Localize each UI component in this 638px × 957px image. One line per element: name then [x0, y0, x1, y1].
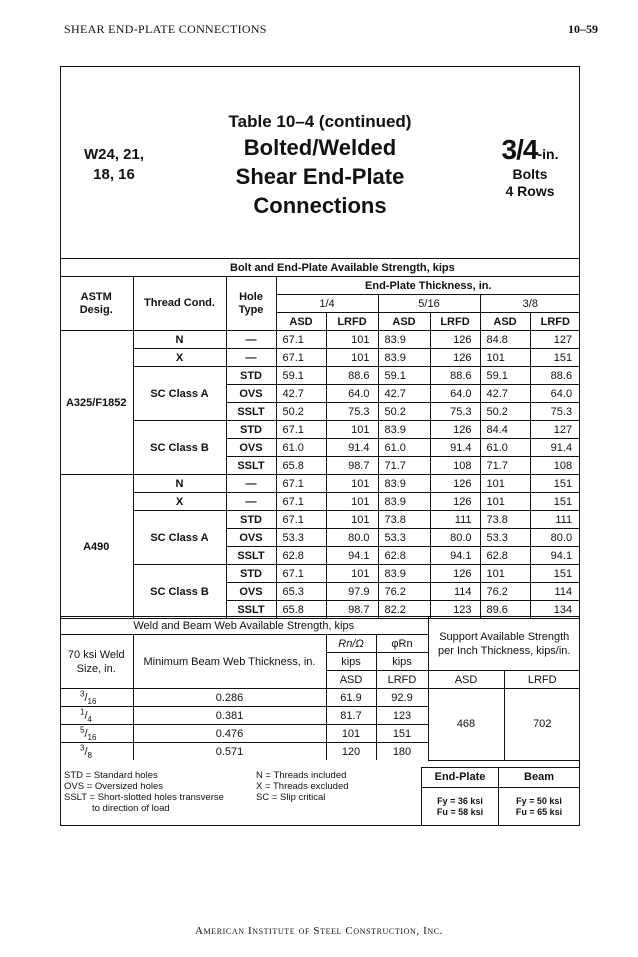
thickness-3: 3/8	[480, 295, 580, 313]
support-lrfd-value: 702	[504, 689, 580, 761]
running-header: SHEAR END-PLATE CONNECTIONS	[64, 22, 267, 36]
lrfd-value: 101	[326, 565, 378, 583]
asd-value: 59.1	[480, 367, 530, 385]
asd-value: 61.0	[378, 439, 430, 457]
weld-asd-value: 120	[326, 743, 376, 761]
bolt-size	[490, 134, 570, 166]
lrfd-value: 101	[326, 511, 378, 529]
weld-asd-value: 101	[326, 725, 376, 743]
bolt-size-value: 3/4	[501, 134, 538, 165]
hole-type: STD	[226, 511, 276, 529]
lrfd-value: 80.0	[530, 529, 580, 547]
lrfd-value: 91.4	[530, 439, 580, 457]
asd-value: 71.7	[378, 457, 430, 475]
weld-lrfd-value: 151	[376, 725, 428, 743]
thread-cond: X	[133, 349, 226, 367]
weld-size-den: 16	[87, 732, 97, 742]
weld-asd-header: ASD	[326, 671, 376, 689]
endplate-props	[422, 796, 498, 818]
bolt-strength-table	[60, 258, 580, 619]
bolt-size-unit: -in.	[537, 146, 559, 162]
shapes-line-2: 18, 16	[93, 166, 135, 183]
support-asd-value: 468	[428, 689, 504, 761]
lrfd-value: 94.1	[326, 547, 378, 565]
table-row	[60, 367, 580, 385]
weld-size-fraction: $^1/_4$	[80, 707, 92, 724]
lrfd-value: 151	[530, 349, 580, 367]
lrfd-value: 88.6	[430, 367, 480, 385]
asd-value: 42.7	[378, 385, 430, 403]
col-thread: Thread Cond.	[133, 277, 226, 331]
lrfd-value: 94.1	[530, 547, 580, 565]
hole-type: SSLT	[226, 403, 276, 421]
hole-type: SSLT	[226, 547, 276, 565]
min-web-thickness: 0.381	[133, 707, 326, 725]
asd-value: 83.9	[378, 349, 430, 367]
lrfd-value: 108	[530, 457, 580, 475]
lrfd-value: 101	[326, 475, 378, 493]
weld-lrfd-value: 123	[376, 707, 428, 725]
beam-label: Beam	[524, 771, 554, 783]
beam-fy: Fy = 50 ksi	[516, 796, 562, 806]
title-line-2: Bolted/Welded	[243, 135, 397, 160]
hole-type: OVS	[226, 529, 276, 547]
lrfd-value: 123	[430, 601, 480, 619]
thread-cond: SC Class B	[133, 421, 226, 475]
asd-value: 67.1	[276, 493, 326, 511]
asd-value: 101	[480, 475, 530, 493]
asd-value: 61.0	[276, 439, 326, 457]
thread-cond: N	[133, 331, 226, 349]
thickness-1: 1/4	[276, 295, 378, 313]
note-sc: SC = Slip critical	[256, 792, 326, 803]
weld-size-fraction: $^3/_8$	[80, 743, 92, 760]
asd-value: 89.6	[480, 601, 530, 619]
asd-value: 62.8	[378, 547, 430, 565]
thread-cond: SC Class B	[133, 565, 226, 619]
lrfd-value: 75.3	[326, 403, 378, 421]
asd-value: 50.2	[480, 403, 530, 421]
thread-cond: SC Class A	[133, 367, 226, 421]
weld-asd-value: 81.7	[326, 707, 376, 725]
asd-value: 83.9	[378, 493, 430, 511]
lrfd-value: 108	[430, 457, 480, 475]
asd-value: 76.2	[480, 583, 530, 601]
footer: American Institute of Steel Construction, Inc.	[194, 925, 443, 937]
asd-value: 65.8	[276, 601, 326, 619]
col-weld-size: 70 ksi Weld Size, in.	[60, 635, 133, 689]
asd-value: 83.9	[378, 421, 430, 439]
weld-strength-table	[60, 616, 580, 761]
thickness-2: 5/16	[378, 295, 480, 313]
support-title: Support Available Strength per Inch Thickness, kips/in.	[428, 617, 580, 671]
asd-value: 65.8	[276, 457, 326, 475]
lrfd-value: 111	[430, 511, 480, 529]
weld-size	[60, 689, 133, 707]
col-hole: Hole Type	[226, 277, 276, 331]
asd-value: 67.1	[276, 511, 326, 529]
weld-size	[60, 743, 133, 761]
lrfd-value: 101	[326, 421, 378, 439]
note-ovs: OVS = Oversized holes	[64, 781, 164, 792]
asd-value: 71.7	[480, 457, 530, 475]
asd-value: 42.7	[276, 385, 326, 403]
bolt-label: Bolts	[512, 166, 548, 182]
notes-mid	[256, 770, 349, 803]
support-asd-header: ASD	[428, 671, 504, 689]
kips-label: kips	[326, 653, 376, 671]
hole-type: SSLT	[226, 457, 276, 475]
weld-size	[60, 725, 133, 743]
hole-type: STD	[226, 421, 276, 439]
kips-label: kips	[376, 653, 428, 671]
asd-value: 42.7	[480, 385, 530, 403]
beam-fu: Fu = 65 ksi	[515, 807, 563, 817]
weld-size-fraction: $^3/_{16}$	[80, 689, 97, 706]
lrfd-value: 151	[530, 475, 580, 493]
asd-value: 59.1	[276, 367, 326, 385]
lrfd-value: 151	[530, 493, 580, 511]
lrfd-value: 126	[430, 349, 480, 367]
asd-value: 73.8	[480, 511, 530, 529]
lrfd-value: 80.0	[430, 529, 480, 547]
table-row	[60, 475, 580, 493]
lrfd-value: 98.7	[326, 601, 378, 619]
shapes-line-1: W24, 21,	[83, 146, 145, 163]
lrfd-value: 98.7	[326, 457, 378, 475]
title-line-3: Shear End-Plate	[235, 164, 405, 189]
hole-type: —	[226, 475, 276, 493]
lrfd-value: 126	[430, 565, 480, 583]
weld-size-den: 16	[87, 696, 97, 706]
asd-value: 83.9	[378, 475, 430, 493]
asd-value: 101	[480, 493, 530, 511]
lrfd-header: LRFD	[326, 313, 378, 331]
asd-value: 82.2	[378, 601, 430, 619]
lrfd-value: 126	[430, 331, 480, 349]
asd-value: 65.3	[276, 583, 326, 601]
lrfd-value: 75.3	[530, 403, 580, 421]
asd-value: 50.2	[276, 403, 326, 421]
note-sslt: SSLT = Short-slotted holes transverse	[64, 792, 224, 803]
astm-designation: A325/F1852	[60, 331, 133, 475]
thread-cond: SC Class A	[133, 511, 226, 565]
lrfd-value: 126	[430, 493, 480, 511]
weld-row	[60, 689, 580, 707]
asd-value: 50.2	[378, 403, 430, 421]
lrfd-value: 101	[326, 493, 378, 511]
asd-value: 83.9	[378, 565, 430, 583]
lrfd-value: 126	[430, 421, 480, 439]
lrfd-value: 97.9	[326, 583, 378, 601]
weld-size-den: 4	[87, 714, 92, 724]
weld-size-den: 8	[87, 750, 92, 760]
note-x: X = Threads excluded	[256, 781, 349, 792]
asd-value: 67.1	[276, 331, 326, 349]
support-lrfd-header: LRFD	[504, 671, 580, 689]
bolt-rows: 4 Rows	[505, 183, 555, 199]
asd-value: 83.9	[378, 331, 430, 349]
weld-lrfd-value: 180	[376, 743, 428, 761]
weld-size-num: 3	[80, 743, 85, 753]
bolt-section-title: Bolt and End-Plate Available Strength, kips	[226, 259, 580, 277]
page-number: 10–59	[568, 22, 598, 36]
shape-designations	[74, 145, 154, 185]
lrfd-value: 64.0	[326, 385, 378, 403]
weld-size-num: 3	[80, 689, 85, 699]
hole-type: STD	[226, 565, 276, 583]
lrfd-value: 114	[430, 583, 480, 601]
asd-value: 101	[480, 565, 530, 583]
lrfd-value: 127	[530, 331, 580, 349]
notes-left	[64, 770, 224, 814]
hole-type: OVS	[226, 439, 276, 457]
lrfd-header: LRFD	[430, 313, 480, 331]
table-title	[200, 112, 440, 219]
bolt-info	[490, 134, 570, 200]
hole-type: SSLT	[226, 601, 276, 619]
asd-value: 84.4	[480, 421, 530, 439]
lrfd-value: 64.0	[430, 385, 480, 403]
lrfd-value: 75.3	[430, 403, 480, 421]
endplate-fy: Fy = 36 ksi	[437, 796, 483, 806]
lrfd-value: 94.1	[430, 547, 480, 565]
endplate-fu: Fu = 58 ksi	[436, 807, 484, 817]
table-number: Table 10–4 (continued)	[228, 112, 412, 131]
weld-size-fraction: $^5/_{16}$	[80, 725, 97, 742]
material-box-mid	[421, 787, 580, 788]
min-web-thickness: 0.476	[133, 725, 326, 743]
weld-size-num: 1	[80, 707, 85, 717]
lrfd-value: 101	[326, 349, 378, 367]
hole-type: —	[226, 331, 276, 349]
weld-lrfd-header: LRFD	[376, 671, 428, 689]
weld-asd-value: 61.9	[326, 689, 376, 707]
thread-cond: N	[133, 475, 226, 493]
asd-header: ASD	[378, 313, 430, 331]
min-web-thickness: 0.286	[133, 689, 326, 707]
lrfd-value: 91.4	[430, 439, 480, 457]
title-line-4: Connections	[253, 193, 387, 218]
asd-value: 67.1	[276, 475, 326, 493]
asd-value: 76.2	[378, 583, 430, 601]
table-row	[60, 349, 580, 367]
table-row	[60, 421, 580, 439]
thread-cond: X	[133, 493, 226, 511]
material-box-top	[421, 767, 580, 768]
asd-value: 53.3	[480, 529, 530, 547]
weld-section-title: Weld and Beam Web Available Strength, kips	[60, 617, 428, 635]
hole-type: STD	[226, 367, 276, 385]
beam-props	[499, 796, 579, 818]
lrfd-value: 126	[430, 475, 480, 493]
asd-value: 53.3	[276, 529, 326, 547]
table-row	[60, 511, 580, 529]
weld-size	[60, 707, 133, 725]
astm-designation: A490	[60, 475, 133, 619]
endplate-label: End-Plate	[434, 771, 486, 783]
table-row	[60, 565, 580, 583]
asd-value: 84.8	[480, 331, 530, 349]
asd-value: 73.8	[378, 511, 430, 529]
hole-type: OVS	[226, 583, 276, 601]
hole-type: —	[226, 349, 276, 367]
hole-type: OVS	[226, 385, 276, 403]
lrfd-value: 111	[530, 511, 580, 529]
lrfd-value: 114	[530, 583, 580, 601]
col-min-web: Minimum Beam Web Thickness, in.	[133, 635, 326, 689]
lrfd-header: LRFD	[530, 313, 580, 331]
note-std: STD = Standard holes	[64, 770, 158, 781]
lrfd-value: 101	[326, 331, 378, 349]
note-sslt-cont: to direction of load	[92, 803, 170, 814]
asd-value: 62.8	[276, 547, 326, 565]
col-astm: ASTM Desig.	[60, 277, 133, 331]
weld-size-num: 5	[80, 725, 85, 735]
asd-value: 62.8	[480, 547, 530, 565]
lrfd-value: 134	[530, 601, 580, 619]
note-n: N = Threads included	[256, 770, 347, 781]
lrfd-value: 64.0	[530, 385, 580, 403]
asd-header: ASD	[480, 313, 530, 331]
lrfd-value: 127	[530, 421, 580, 439]
asd-value: 59.1	[378, 367, 430, 385]
thickness-title: End-Plate Thickness, in.	[276, 277, 580, 295]
lrfd-value: 88.6	[530, 367, 580, 385]
weld-lrfd-value: 92.9	[376, 689, 428, 707]
min-web-thickness: 0.571	[133, 743, 326, 761]
asd-value: 61.0	[480, 439, 530, 457]
asd-value: 67.1	[276, 421, 326, 439]
hole-type: —	[226, 493, 276, 511]
lrfd-value: 91.4	[326, 439, 378, 457]
asd-value: 67.1	[276, 349, 326, 367]
lrfd-value: 151	[530, 565, 580, 583]
asd-value: 101	[480, 349, 530, 367]
phi-rn-header: φRn	[376, 635, 428, 653]
asd-value: 53.3	[378, 529, 430, 547]
lrfd-value: 88.6	[326, 367, 378, 385]
asd-value: 67.1	[276, 565, 326, 583]
table-row	[60, 331, 580, 349]
asd-header: ASD	[276, 313, 326, 331]
rn-omega-header: Rn/Ω	[326, 635, 376, 653]
lrfd-value: 80.0	[326, 529, 378, 547]
table-row	[60, 493, 580, 511]
